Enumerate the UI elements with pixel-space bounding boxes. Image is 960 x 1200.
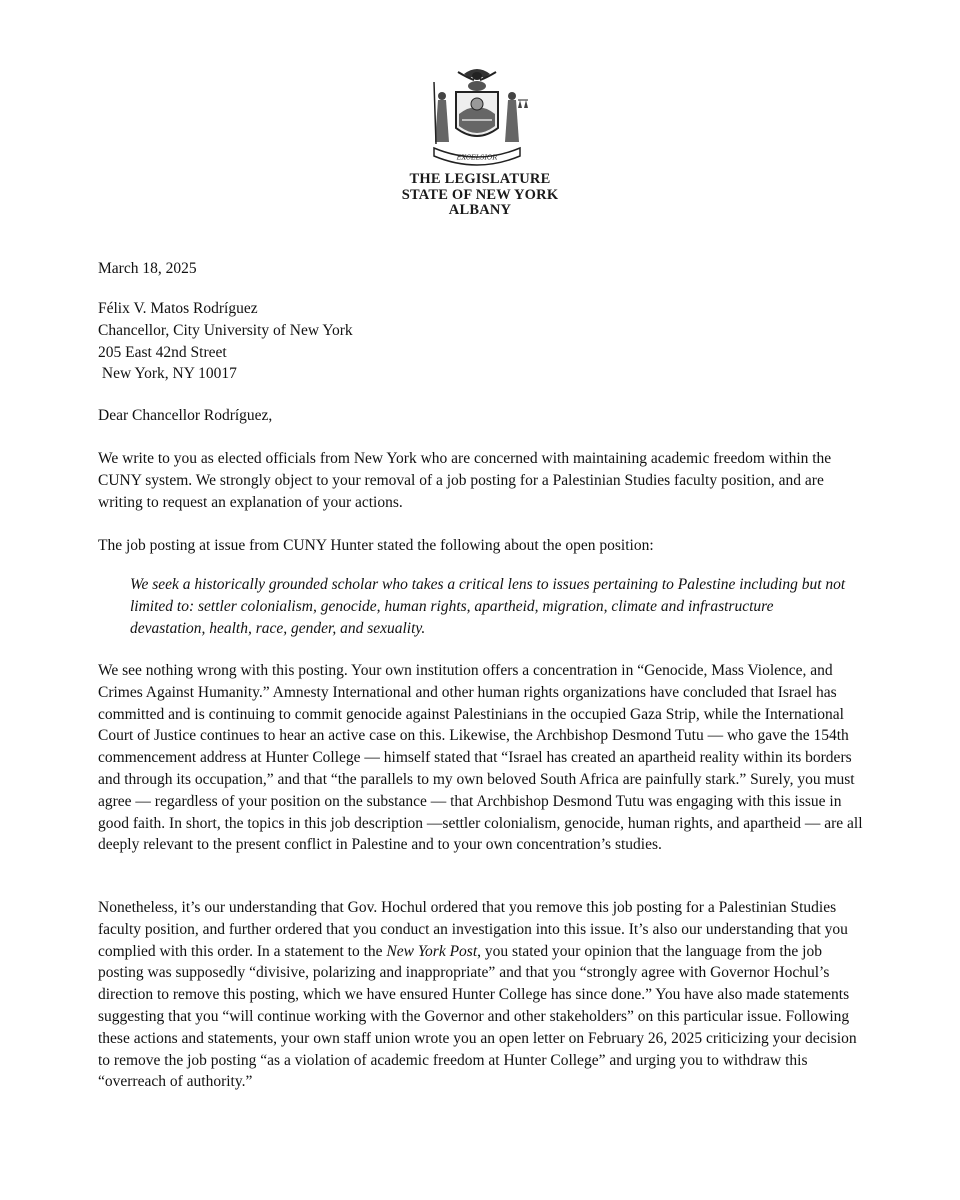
paragraph-4 <box>98 897 868 1093</box>
publication-name: New York Post <box>386 942 478 960</box>
recipient-name: Félix V. Matos Rodríguez <box>98 300 258 317</box>
letterhead-line-1: THE LEGISLATURE <box>409 171 551 187</box>
recipient-address <box>98 298 868 385</box>
seal-motto: EXCELSIOR <box>456 153 498 162</box>
paragraph-4-part-2: , you stated your opinion that the language from the job posting was supposedly “divisive, polarizing and inappropriate” and that you “strongly agree with Governor Hochul’s direction to remove this posting, which we have ensured Hunter College has since done.” You have also made statements suggesting that you “will continue working with the Governor and other stakeholders” on this particular issue. Following these actions and statements, your own staff union wrote you an open letter on February 26, 2025 criticizing your decision to remove the job posting “as a violation of academic freedom at Hunter College” and urging you to withdraw this “overreach of authority.” <box>98 942 857 1091</box>
recipient-title: Chancellor, City University of New York <box>98 321 353 339</box>
recipient-city: New York, NY 10017 <box>98 365 237 383</box>
letterhead <box>330 172 630 219</box>
new-york-state-seal <box>418 62 536 174</box>
paragraph-1: We write to you as elected officials from New York who are concerned with maintaining academic freedom within the CUNY system. We strongly object to your removal of a job posting for a Palestinian Studies faculty position, and are writing to request an explanation of your actions. <box>98 450 832 511</box>
paragraph-4-part-1: Nonetheless, it’s our understanding that Gov. Hochul ordered that you remove this job posting for a Palestinian Studies faculty position, and further ordered that you conduct an investigation into this issue. It’s also our understanding that you complied with this order. In a statement to the <box>98 899 848 960</box>
paragraph-3: We see nothing wrong with this posting. Your own institution offers a concentration in “Genocide, Mass Violence, and Crimes Against Humanity.” Amnesty International and other human rights organizations have concluded that Israel has committed and is continuing to commit genocide against Palestinians in the occupied Gaza Strip, while the International Court of Justice continues to hear an active case on this. Likewise, the Archbishop Desmond Tutu — who gave the 154th commencement address at Hunter College — himself stated that “Israel has created an apartheid reality within its borders and through its occupation,” and that “the parallels to my own beloved South Africa are painfully stark.” Surely, you must agree — regardless of your position on the substance — that Archbishop Desmond Tutu was engaging with this issue in good faith. In short, the topics in this job description —settler colonialism, genocide, human rights, and apartheid — are all deeply relevant to the present conflict in Palestine and to your own concentration’s studies. <box>98 662 863 854</box>
job-posting-quote: We seek a historically grounded scholar who takes a critical lens to issues pertaining to Palestine including but not limited to: settler colonialism, genocide, human rights, apartheid, migration, climate and infrastructure devastation, health, race, gender, and sexuality. <box>130 576 846 637</box>
paragraph-2: The job posting at issue from CUNY Hunter stated the following about the open position: <box>98 537 654 554</box>
salutation: Dear Chancellor Rodríguez, <box>98 407 273 424</box>
letter-date: March 18, 2025 <box>98 260 197 277</box>
letterhead-line-2: STATE OF NEW YORK <box>401 186 559 203</box>
letterhead-line-3: ALBANY <box>448 202 512 218</box>
recipient-street: 205 East 42nd Street <box>98 343 227 361</box>
